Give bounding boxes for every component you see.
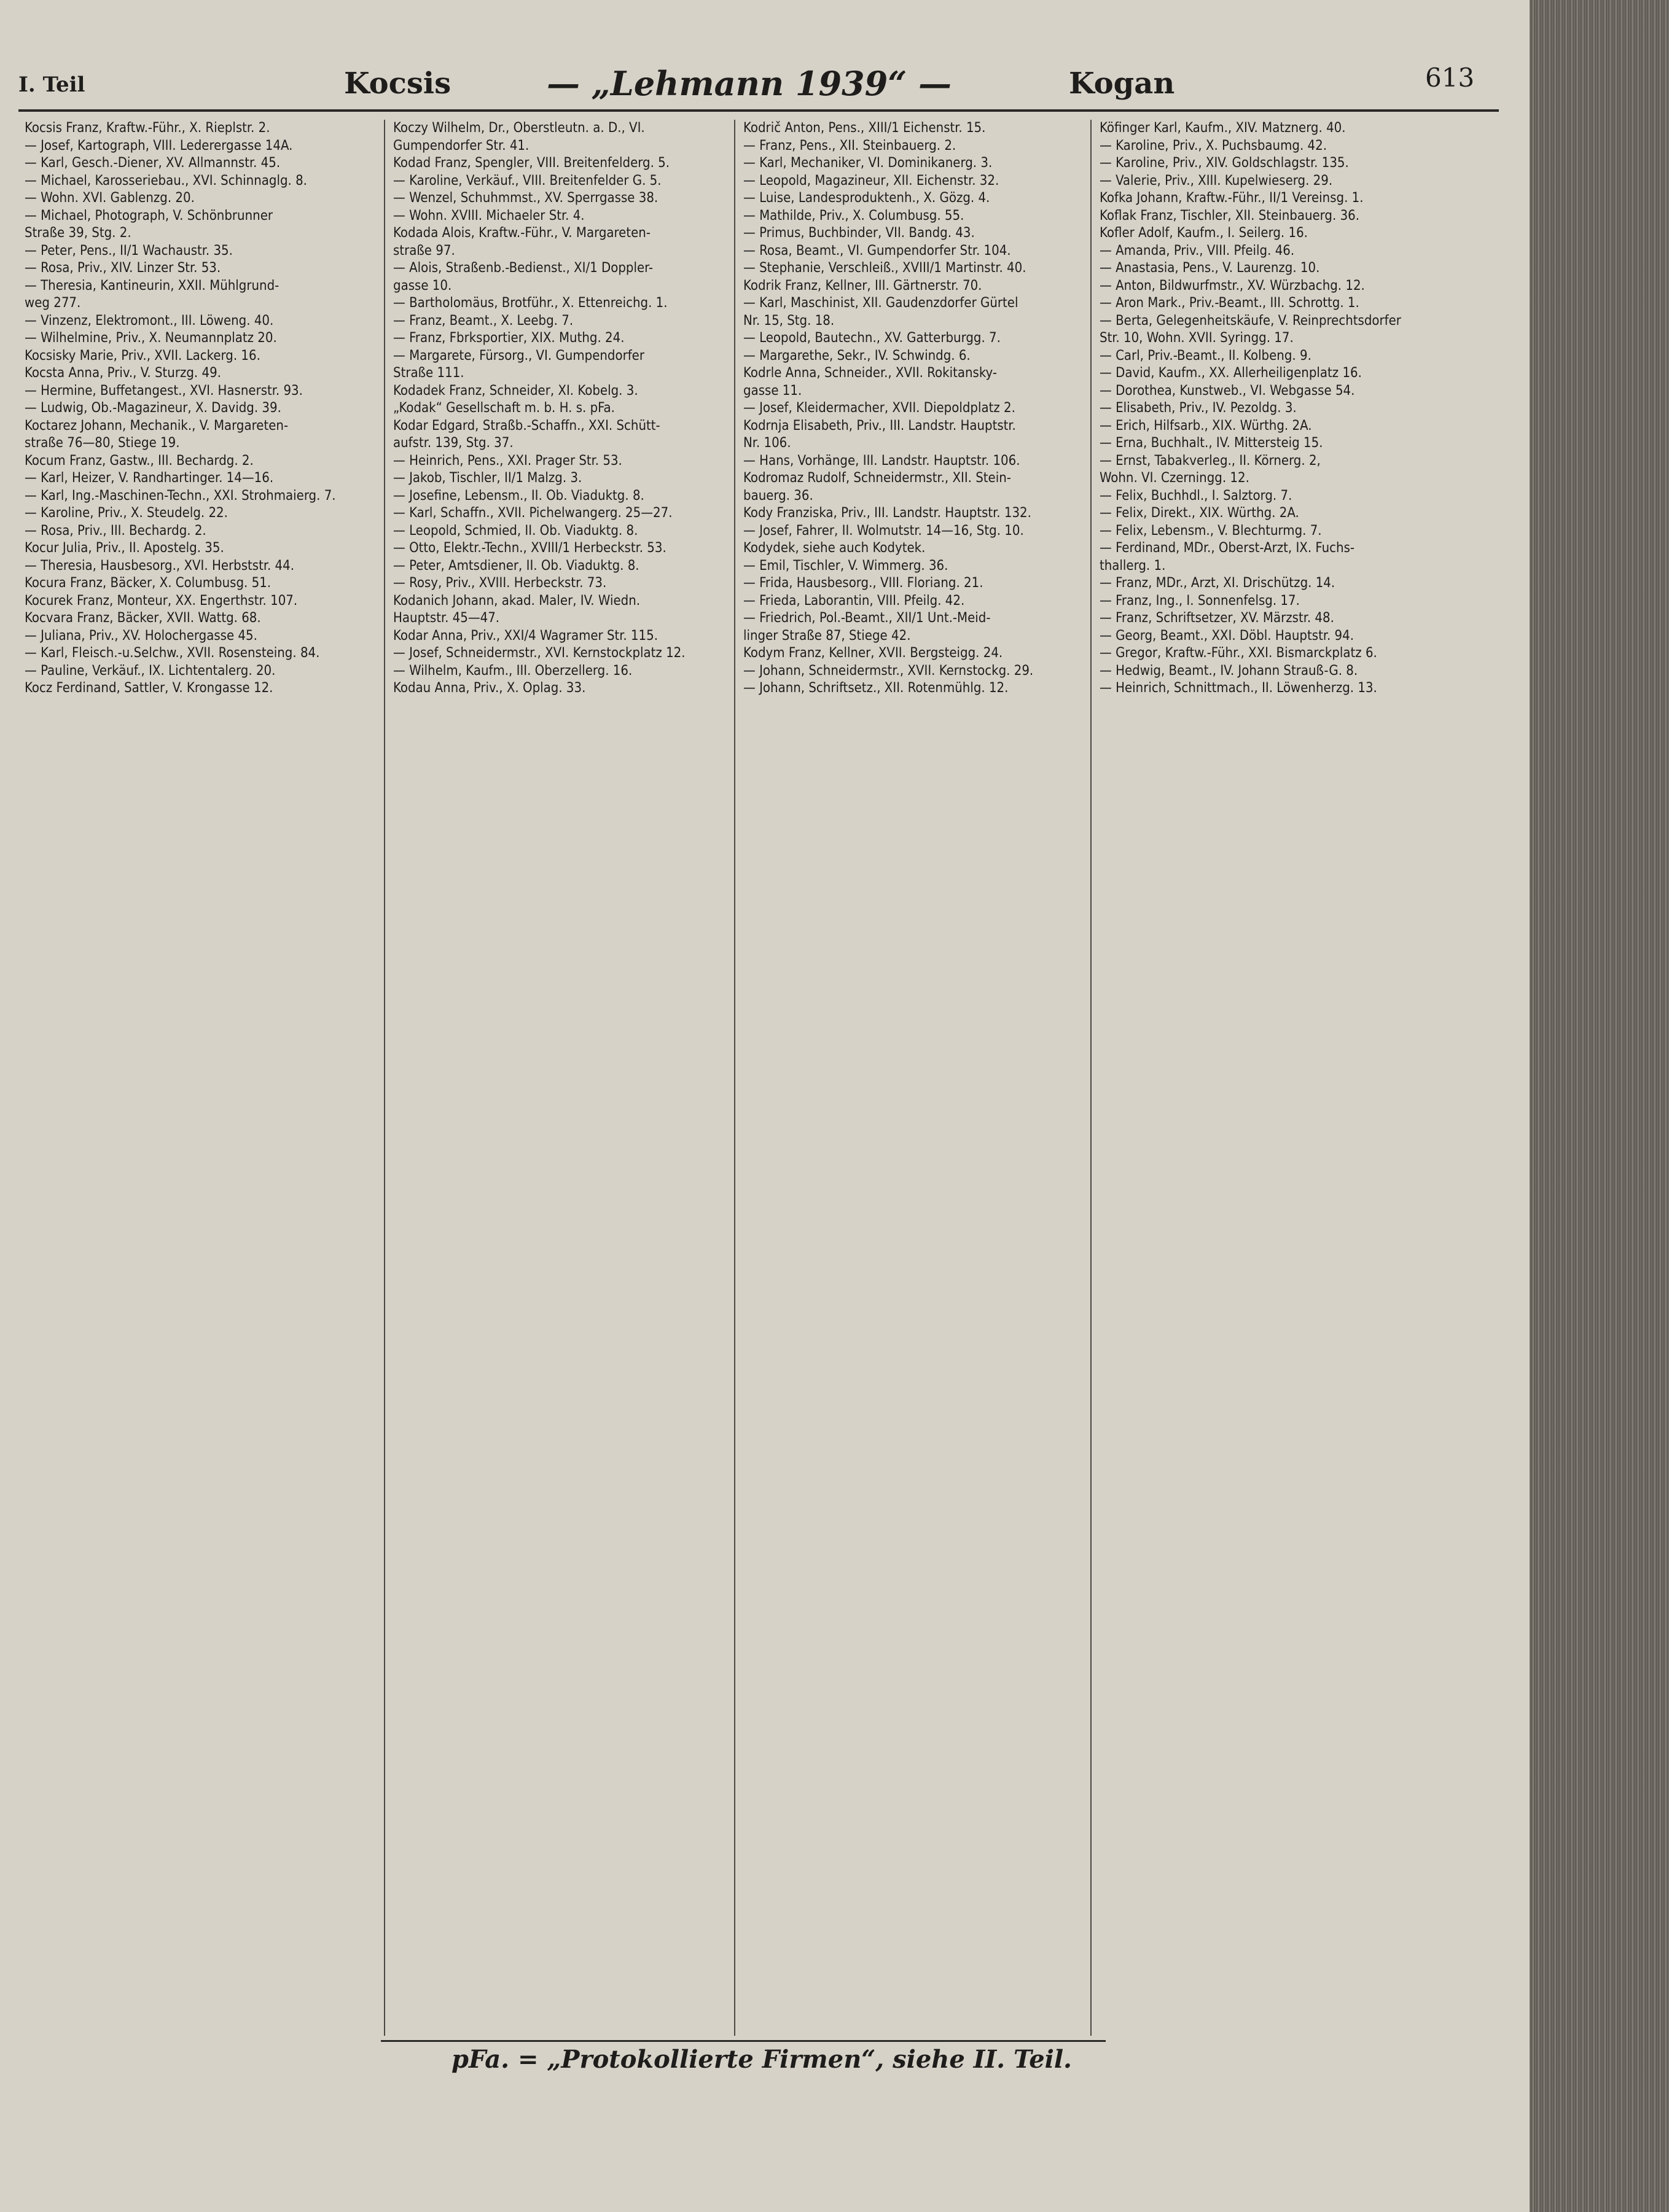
- directory-entry: straße 76—80, Stiege 19.: [25, 435, 180, 451]
- directory-entry: — Josefine, Lebensm., II. Ob. Viaduktg. 8.: [393, 488, 644, 504]
- directory-entry: bauerg. 36.: [743, 488, 813, 504]
- directory-entry: — Leopold, Schmied, II. Ob. Viaduktg. 8.: [393, 523, 638, 539]
- directory-entry: — Carl, Priv.-Beamt., II. Kolbeng. 9.: [1100, 348, 1311, 364]
- directory-entry: aufstr. 139, Stg. 37.: [393, 435, 514, 451]
- directory-entry: — Ernst, Tabakverleg., II. Körnerg. 2,: [1100, 453, 1321, 469]
- directory-entry: Kocsta Anna, Priv., V. Sturzg. 49.: [25, 365, 221, 381]
- directory-entry: — Josef, Kartograph, VIII. Lederergasse 14A.: [25, 138, 293, 154]
- directory-entry: Kodad Franz, Spengler, VIII. Breitenfelderg. 5.: [393, 155, 670, 171]
- directory-entry: — Felix, Direkt., XIX. Würthg. 2A.: [1100, 505, 1299, 521]
- book-page-edges: [1530, 0, 1669, 2212]
- first-entry-word: Kocsis: [344, 66, 451, 101]
- directory-entry: — Alois, Straßenb.-Bedienst., XI/1 Doppler-: [393, 260, 654, 276]
- directory-entry: — Theresia, Hausbesorg., XVI. Herbststr. 44.: [25, 558, 294, 574]
- directory-entry: — Karl, Schaffn., XVII. Pichelwangerg. 25—27.: [393, 505, 673, 521]
- directory-entry: — Heinrich, Schnittmach., II. Löwenherzg. 13.: [1100, 680, 1377, 696]
- directory-entry: — Leopold, Magazineur, XII. Eichenstr. 32.: [743, 173, 999, 189]
- last-entry-word: Kogan: [1069, 66, 1175, 101]
- directory-entry: Koctarez Johann, Mechanik., V. Margareten-: [25, 418, 289, 434]
- directory-entry: Kodrič Anton, Pens., XIII/1 Eichenstr. 15.: [743, 120, 986, 136]
- directory-entry: — Karl, Maschinist, XII. Gaudenzdorfer Gürtel: [743, 295, 1018, 311]
- directory-entry: Straße 111.: [393, 365, 464, 381]
- directory-column-2: [393, 120, 749, 2036]
- directory-entry: — Friedrich, Pol.-Beamt., XII/1 Unt.-Meid-: [743, 610, 991, 626]
- directory-entry: — Peter, Amtsdiener, II. Ob. Viaduktg. 8.: [393, 558, 639, 574]
- directory-entry: — Primus, Buchbinder, VII. Bandg. 43.: [743, 225, 975, 241]
- directory-entry: Kodada Alois, Kraftw.-Führ., V. Margareten-: [393, 225, 651, 241]
- directory-entry: — Margarethe, Sekr., IV. Schwindg. 6.: [743, 348, 971, 364]
- directory-entry: — Karl, Fleisch.-u.Selchw., XVII. Rosensteing. 84.: [25, 645, 320, 661]
- directory-entry: — Michael, Karosseriebau., XVI. Schinnaglg. 8.: [25, 173, 307, 189]
- directory-entry: — Karl, Gesch.-Diener, XV. Allmannstr. 45.: [25, 155, 281, 171]
- directory-entry: — Berta, Gelegenheitskäufe, V. Reinprechtsdorfer: [1100, 313, 1401, 329]
- directory-entry: Hauptstr. 45—47.: [393, 610, 500, 626]
- directory-entry: Kocum Franz, Gastw., III. Bechardg. 2.: [25, 453, 254, 469]
- directory-entry: Kodadek Franz, Schneider, XI. Kobelg. 3.: [393, 383, 638, 399]
- part-label: I. Teil: [18, 72, 85, 97]
- directory-entry: — Wohn. XVIII. Michaeler Str. 4.: [393, 208, 585, 224]
- directory-entry: — Peter, Pens., II/1 Wachaustr. 35.: [25, 243, 233, 259]
- directory-entry: — Hans, Vorhänge, III. Landstr. Hauptstr. 106.: [743, 453, 1020, 469]
- page-header: [18, 61, 1505, 104]
- directory-entry: — Rosy, Priv., XVIII. Herbeckstr. 73.: [393, 575, 607, 591]
- directory-entry: — Margarete, Fürsorg., VI. Gumpendorfer: [393, 348, 644, 364]
- directory-entry: Kodydek, siehe auch Kodytek.: [743, 540, 926, 556]
- directory-entry: — Frieda, Laborantin, VIII. Pfeilg. 42.: [743, 593, 965, 609]
- directory-entry: — Valerie, Priv., XIII. Kupelwieserg. 29.: [1100, 173, 1333, 189]
- directory-entry: — Karl, Mechaniker, VI. Dominikanerg. 3.: [743, 155, 993, 171]
- directory-entry: — Karl, Heizer, V. Randhartinger. 14—16.: [25, 470, 274, 486]
- directory-entry: straße 97.: [393, 243, 455, 259]
- column-divider: [384, 120, 385, 2036]
- directory-entry: — Felix, Buchhdl., I. Salztorg. 7.: [1100, 488, 1292, 504]
- directory-entry: Kofler Adolf, Kaufm., I. Seilerg. 16.: [1100, 225, 1308, 241]
- directory-entry: Gumpendorfer Str. 41.: [393, 138, 530, 154]
- directory-entry: Kodar Edgard, Straßb.-Schaffn., XXI. Schütt-: [393, 418, 660, 434]
- directory-entry: Kody Franziska, Priv., III. Landstr. Hauptstr. 132.: [743, 505, 1031, 521]
- directory-entry: Koczy Wilhelm, Dr., Oberstleutn. a. D., VI.: [393, 120, 645, 136]
- directory-entry: — Stephanie, Verschleiß., XVIII/1 Martinstr. 40.: [743, 260, 1026, 276]
- directory-entry: Nr. 15, Stg. 18.: [743, 313, 835, 329]
- directory-entry: — Felix, Lebensm., V. Blechturmg. 7.: [1100, 523, 1322, 539]
- directory-entry: gasse 10.: [393, 278, 452, 294]
- directory-entry: — Hermine, Buffetangest., XVI. Hasnerstr. 93.: [25, 383, 303, 399]
- directory-entry: — Karl, Ing.-Maschinen-Techn., XXI. Strohmaierg. 7.: [25, 488, 336, 504]
- directory-entry: Straße 39, Stg. 2.: [25, 225, 131, 241]
- directory-entry: — Franz, Schriftsetzer, XV. Märzstr. 48.: [1100, 610, 1334, 626]
- directory-entry: — Franz, MDr., Arzt, XI. Drischützg. 14.: [1100, 575, 1335, 591]
- directory-entry: — Wenzel, Schuhmmst., XV. Sperrgasse 38.: [393, 190, 659, 206]
- footer-note: pFa. = „Protokollierte Firmen“, siehe II. Teil.: [451, 2045, 1072, 2074]
- directory-entry: — Franz, Fbrksportier, XIX. Muthg. 24.: [393, 330, 625, 346]
- directory-entry: — Mathilde, Priv., X. Columbusg. 55.: [743, 208, 964, 224]
- directory-entry: Str. 10, Wohn. XVII. Syringg. 17.: [1100, 330, 1294, 346]
- directory-column-4: [1100, 120, 1456, 2036]
- directory-entry: — Rosa, Priv., III. Bechardg. 2.: [25, 523, 206, 539]
- directory-entry: — Amanda, Priv., VIII. Pfeilg. 46.: [1100, 243, 1295, 259]
- directory-entry: — Josef, Fahrer, II. Wolmutstr. 14—16, Stg. 10.: [743, 523, 1024, 539]
- directory-entry: — Franz, Ing., I. Sonnenfelsg. 17.: [1100, 593, 1300, 609]
- directory-entry: Kodar Anna, Priv., XXI/4 Wagramer Str. 115.: [393, 628, 659, 644]
- header-rule: [18, 109, 1499, 112]
- directory-entry: Kocz Ferdinand, Sattler, V. Krongasse 12.: [25, 680, 273, 696]
- directory-entry: — Gregor, Kraftw.-Führ., XXI. Bismarckplatz 6.: [1100, 645, 1377, 661]
- directory-entry: — Wohn. XVI. Gablenzg. 20.: [25, 190, 195, 206]
- directory-entry: — Luise, Landesproduktenh., X. Gözg. 4.: [743, 190, 990, 206]
- directory-entry: Kocsis Franz, Kraftw.-Führ., X. Rieplstr. 2.: [25, 120, 270, 136]
- directory-entry: — Anastasia, Pens., V. Laurenzg. 10.: [1100, 260, 1320, 276]
- directory-entry: — Franz, Pens., XII. Steinbauerg. 2.: [743, 138, 956, 154]
- directory-entry: — Franz, Beamt., X. Leebg. 7.: [393, 313, 574, 329]
- directory-entry: — Michael, Photograph, V. Schönbrunner: [25, 208, 273, 224]
- directory-entry: — Dorothea, Kunstweb., VI. Webgasse 54.: [1100, 383, 1355, 399]
- directory-entry: — Jakob, Tischler, II/1 Malzg. 3.: [393, 470, 582, 486]
- directory-entry: Köfinger Karl, Kaufm., XIV. Matznerg. 40.: [1100, 120, 1346, 136]
- directory-entry: Kodromaz Rudolf, Schneidermstr., XII. Stein-: [743, 470, 1011, 486]
- directory-entry: Kocsisky Marie, Priv., XVII. Lackerg. 16.: [25, 348, 260, 364]
- directory-entry: — Erna, Buchhalt., IV. Mittersteig 15.: [1100, 435, 1323, 451]
- directory-column-1: [25, 120, 381, 2036]
- column-divider: [1090, 120, 1092, 2036]
- directory-entry: Kodrnja Elisabeth, Priv., III. Landstr. Hauptstr.: [743, 418, 1016, 434]
- directory-entry: — Heinrich, Pens., XXI. Prager Str. 53.: [393, 453, 622, 469]
- directory-entry: — Georg, Beamt., XXI. Döbl. Hauptstr. 94.: [1100, 628, 1354, 644]
- directory-entry: weg 277.: [25, 295, 81, 311]
- directory-entry: linger Straße 87, Stiege 42.: [743, 628, 911, 644]
- directory-entry: Kodau Anna, Priv., X. Oplag. 33.: [393, 680, 586, 696]
- directory-entry: Koflak Franz, Tischler, XII. Steinbauerg. 36.: [1100, 208, 1360, 224]
- directory-entry: Kocurek Franz, Monteur, XX. Engerthstr. 107.: [25, 593, 298, 609]
- directory-entry: Kofka Johann, Kraftw.-Führ., II/1 Vereinsg. 1.: [1100, 190, 1364, 206]
- directory-entry: Nr. 106.: [743, 435, 791, 451]
- directory-entry: — Otto, Elektr.-Techn., XVIII/1 Herbeckstr. 53.: [393, 540, 666, 556]
- directory-entry: — Elisabeth, Priv., IV. Pezoldg. 3.: [1100, 400, 1297, 416]
- directory-entry: — Rosa, Beamt., VI. Gumpendorfer Str. 104.: [743, 243, 1011, 259]
- directory-entry: — Wilhelmine, Priv., X. Neumannplatz 20.: [25, 330, 277, 346]
- directory-entry: Kocvara Franz, Bäcker, XVII. Wattg. 68.: [25, 610, 261, 626]
- directory-entry: — Frida, Hausbesorg., VIII. Floriang. 21.: [743, 575, 983, 591]
- directory-entry: — Ludwig, Ob.-Magazineur, X. Davidg. 39.: [25, 400, 281, 416]
- directory-entry: — Pauline, Verkäuf., IX. Lichtentalerg. 20.: [25, 663, 276, 679]
- footer-rule: [381, 2040, 1106, 2042]
- directory-entry: — Karoline, Priv., X. Puchsbaumg. 42.: [1100, 138, 1327, 154]
- directory-entry: — David, Kaufm., XX. Allerheiligenplatz 16.: [1100, 365, 1362, 381]
- directory-entry: thallerg. 1.: [1100, 558, 1166, 574]
- directory-entry: — Emil, Tischler, V. Wimmerg. 36.: [743, 558, 948, 574]
- directory-entry: — Rosa, Priv., XIV. Linzer Str. 53.: [25, 260, 221, 276]
- directory-entry: — Johann, Schriftsetz., XII. Rotenmühlg. 12.: [743, 680, 1009, 696]
- directory-entry: — Karoline, Priv., XIV. Goldschlagstr. 135.: [1100, 155, 1349, 171]
- directory-entry: — Leopold, Bautechn., XV. Gatterburgg. 7.: [743, 330, 1001, 346]
- directory-entry: — Erich, Hilfsarb., XIX. Würthg. 2A.: [1100, 418, 1312, 434]
- directory-entry: Kocura Franz, Bäcker, X. Columbusg. 51.: [25, 575, 272, 591]
- column-divider: [734, 120, 735, 2036]
- directory-entry: Kocur Julia, Priv., II. Apostelg. 35.: [25, 540, 224, 556]
- directory-entry: Kodanich Johann, akad. Maler, IV. Wiedn.: [393, 593, 641, 609]
- directory-entry: — Hedwig, Beamt., IV. Johann Strauß-G. 8.: [1100, 663, 1358, 679]
- directory-entry: — Karoline, Verkäuf., VIII. Breitenfelder G. 5.: [393, 173, 662, 189]
- directory-column-3: [743, 120, 1100, 2036]
- directory-entry: — Josef, Kleidermacher, XVII. Diepoldplatz 2.: [743, 400, 1015, 416]
- directory-entry: Kodrik Franz, Kellner, III. Gärtnerstr. 70.: [743, 278, 982, 294]
- directory-entry: — Ferdinand, MDr., Oberst-Arzt, IX. Fuchs-: [1100, 540, 1355, 556]
- directory-entry: — Aron Mark., Priv.-Beamt., III. Schrottg. 1.: [1100, 295, 1359, 311]
- directory-entry: Kodym Franz, Kellner, XVII. Bergsteigg. 24.: [743, 645, 1003, 661]
- page-number: 613: [1425, 63, 1475, 93]
- directory-entry: — Josef, Schneidermstr., XVI. Kernstockplatz 12.: [393, 645, 686, 661]
- directory-entry: Kodrle Anna, Schneider., XVII. Rokitansky-: [743, 365, 997, 381]
- directory-entry: — Juliana, Priv., XV. Holochergasse 45.: [25, 628, 257, 644]
- directory-entry: — Vinzenz, Elektromont., III. Löweng. 40.: [25, 313, 274, 329]
- directory-entry: — Anton, Bildwurfmstr., XV. Würzbachg. 12.: [1100, 278, 1365, 294]
- directory-entry: „Kodak“ Gesellschaft m. b. H. s. pFa.: [393, 400, 615, 416]
- publication-title: — „Lehmann 1939“ —: [547, 64, 952, 103]
- directory-entry: — Karoline, Priv., X. Steudelg. 22.: [25, 505, 228, 521]
- directory-entry: Wohn. VI. Czerningg. 12.: [1100, 470, 1249, 486]
- directory-entry: — Theresia, Kantineurin, XXII. Mühlgrund-: [25, 278, 279, 294]
- directory-entry: — Johann, Schneidermstr., XVII. Kernstockg. 29.: [743, 663, 1034, 679]
- directory-entry: — Bartholomäus, Brotführ., X. Ettenreichg. 1.: [393, 295, 668, 311]
- directory-entry: — Wilhelm, Kaufm., III. Oberzellerg. 16.: [393, 663, 633, 679]
- directory-entry: gasse 11.: [743, 383, 802, 399]
